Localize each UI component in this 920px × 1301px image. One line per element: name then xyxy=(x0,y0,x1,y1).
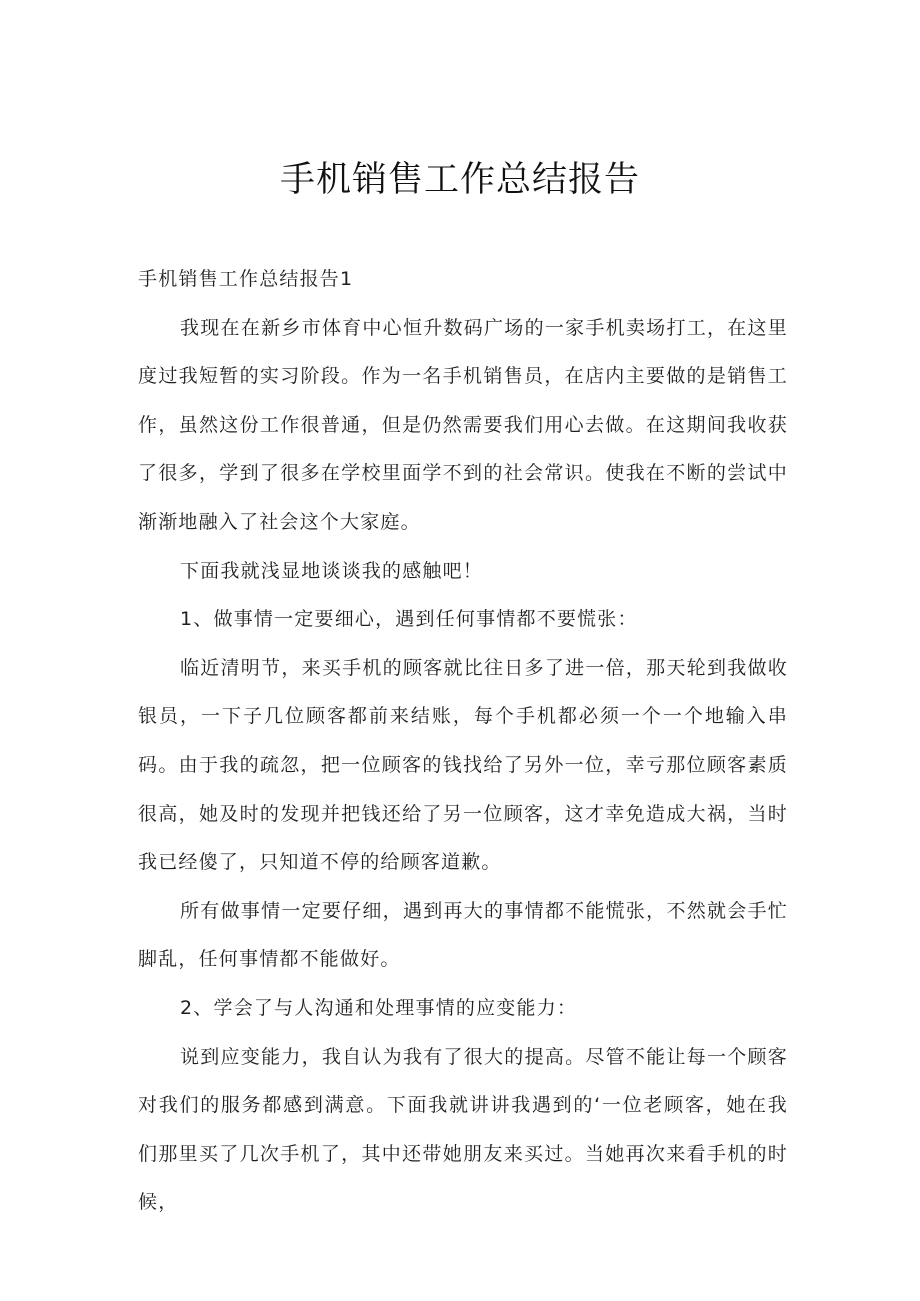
paragraph: 所有做事情一定要仔细，遇到再大的事情都不能慌张，不然就会手忙脚乱，任何事情都不能做好。 xyxy=(138,899,788,971)
paragraph: 临近清明节，来买手机的顾客就比往日多了进一倍，那天轮到我做收银员，一下子几位顾客都前来结账，每个手机都必须一个一个地输入串码。由于我的疏忽，把一位顾客的钱找给了另外一位，幸亏那位顾客素质很高，她及时的发现并把钱还给了另一位顾客，这才幸免造成大祸，当时我已经傻了，只知道不停的给顾客道歉。 xyxy=(138,656,788,874)
section-heading: 手机销售工作总结报告1 xyxy=(138,268,354,290)
paragraph: 我现在在新乡市体育中心恒升数码广场的一家手机卖场打工，在这里度过我短暂的实习阶段。作为一名手机销售员，在店内主要做的是销售工作，虽然这份工作很普通，但是仍然需要我们用心去做。在这期间我收获了很多，学到了很多在学校里面学不到的社会常识。使我在不断的尝试中渐渐地融入了社会这个大家庭。 xyxy=(138,316,788,533)
paragraph: 下面我就浅显地谈谈我的感触吧！ xyxy=(180,559,484,582)
list-heading-1: 1、做事情一定要细心，遇到任何事情都不要慌张： xyxy=(180,608,638,631)
list-heading-2: 2、学会了与人沟通和处理事情的应变能力： xyxy=(180,996,578,1019)
document-body xyxy=(138,255,788,1227)
document-title: 手机销售工作总结报告 xyxy=(279,160,640,200)
paragraph: 说到应变能力，我自认为我有了很大的提高。尽管不能让每一个顾客对我们的服务都感到满意。下面我就讲讲我遇到的‘一位老顾客，她在我们那里买了几次手机了，其中还带她朋友来买过。当她再次来看手机的时候， xyxy=(138,1045,788,1214)
